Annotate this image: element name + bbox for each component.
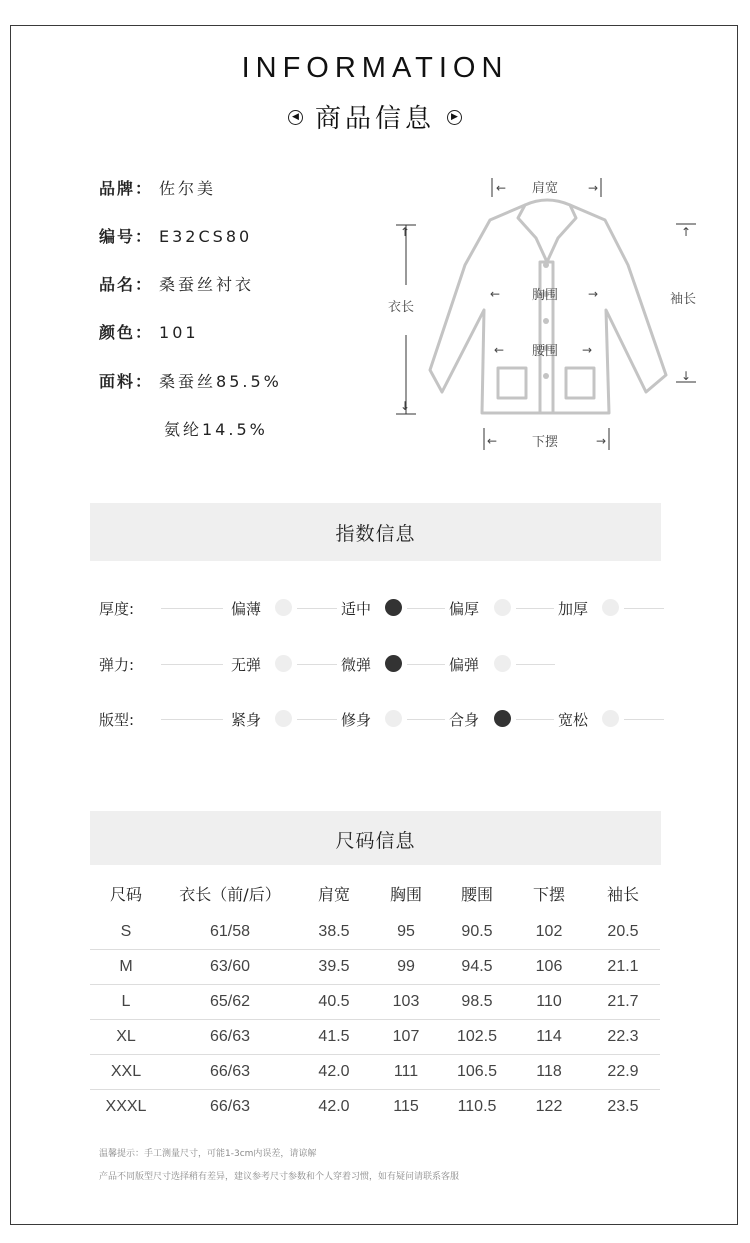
index-connector-line (297, 664, 337, 665)
index-connector-line (624, 608, 664, 609)
table-row (90, 1020, 660, 1055)
table-row (90, 950, 660, 985)
table-cell: 114 (512, 1020, 586, 1055)
info-value: E32CS80 (159, 227, 253, 246)
info-value: 氨纶14.5% (164, 420, 268, 439)
label-waist: 腰围 (532, 344, 559, 359)
table-cell: 103 (370, 985, 442, 1020)
index-row-label: 厚度: (99, 600, 135, 618)
table-cell: 20.5 (586, 915, 660, 950)
index-connector-line (624, 719, 664, 720)
measure-arrows (400, 181, 691, 448)
table-cell: 22.3 (586, 1020, 660, 1055)
info-name (99, 272, 254, 295)
table-cell: XXL (90, 1055, 162, 1090)
table-cell: M (90, 950, 162, 985)
table-cell: 38.5 (298, 915, 370, 950)
table-cell: 23.5 (607, 1098, 639, 1115)
table-cell: 122 (535, 1098, 563, 1115)
col-sleeve: 袖长 (606, 885, 639, 904)
label-length: 衣长 (388, 300, 415, 315)
size-section-title: 尺码信息 (90, 811, 661, 865)
svg-text:←: ← (487, 434, 498, 448)
table-cell: 99 (370, 950, 442, 985)
index-connector-line (407, 664, 445, 665)
col-waist: 腰围 (460, 885, 493, 904)
index-dot (275, 599, 292, 616)
table-cell: L (90, 985, 162, 1020)
shirt-measure-diagram (380, 170, 710, 460)
index-option-label: 无弹 (231, 656, 262, 674)
index-dot (602, 599, 619, 616)
note-measure: 温馨提示：手工测量尺寸，可能1-3cm内误差，请谅解 (99, 1149, 317, 1159)
index-dot (385, 710, 402, 727)
info-fabric (99, 369, 282, 392)
english-title: INFORMATION (241, 52, 509, 84)
table-cell: 21.1 (586, 950, 660, 985)
label-sleeve: 袖长 (670, 292, 697, 307)
svg-text:↓: ↓ (400, 399, 411, 413)
button-dots (543, 262, 549, 379)
col-hem: 下摆 (532, 885, 565, 904)
table-cell: 111 (370, 1055, 442, 1090)
index-connector-line (516, 608, 554, 609)
table-cell: 63/60 (162, 950, 298, 985)
chinese-title (0, 98, 750, 135)
info-key: 颜色： (99, 323, 154, 342)
table-cell: 66/63 (162, 1020, 298, 1055)
col-shoulder: 肩宽 (317, 885, 350, 904)
table-cell: S (90, 915, 162, 950)
index-option-label: 偏薄 (231, 600, 262, 618)
index-dot (602, 710, 619, 727)
measure-lines (396, 178, 696, 450)
table-cell: 102.5 (442, 1020, 512, 1055)
index-dot (494, 655, 511, 672)
table-cell: 102 (512, 915, 586, 950)
index-option-label: 微弹 (341, 656, 372, 674)
table-cell: 110.5 (457, 1098, 497, 1115)
info-brand (99, 176, 216, 199)
shirt-icon (430, 200, 666, 413)
index-connector-line (297, 608, 337, 609)
chinese-title-text: 商品信息 (314, 104, 435, 134)
index-dot-selected (494, 710, 511, 727)
label-hem: 下摆 (532, 435, 559, 450)
svg-text:→: → (582, 343, 593, 357)
index-option-label: 合身 (449, 711, 480, 729)
table-cell: XL (90, 1020, 162, 1055)
index-option-label: 加厚 (558, 600, 589, 618)
table-cell: 39.5 (298, 950, 370, 985)
table-cell: 95 (370, 915, 442, 950)
table-cell: 115 (393, 1098, 419, 1115)
table-cell: 66/63 (162, 1055, 298, 1090)
index-row-label: 弹力: (99, 656, 135, 674)
index-option-label: 紧身 (231, 711, 262, 729)
info-value: 101 (159, 323, 199, 342)
table-cell: XXXL (105, 1098, 147, 1115)
table-row (90, 915, 660, 950)
svg-text:←: ← (496, 181, 507, 195)
table-cell: 98.5 (442, 985, 512, 1020)
svg-text:→: → (588, 287, 599, 301)
index-row-label: 版型: (99, 711, 135, 729)
table-cell: 41.5 (298, 1020, 370, 1055)
index-connector-line (516, 664, 555, 665)
table-row (90, 985, 660, 1020)
svg-text:↑: ↑ (681, 225, 692, 239)
index-dot (494, 599, 511, 616)
svg-text:→: → (588, 181, 599, 195)
table-cell: 42.0 (318, 1098, 350, 1115)
index-option-label: 修身 (341, 711, 372, 729)
info-fabric-2 (164, 417, 268, 440)
index-connector-line (161, 719, 223, 720)
table-row (90, 1090, 660, 1125)
table-cell: 40.5 (298, 985, 370, 1020)
index-connector-line (407, 608, 445, 609)
size-table (90, 872, 660, 1124)
index-dot (275, 710, 292, 727)
col-size: 尺码 (109, 885, 142, 904)
info-key: 面料： (99, 372, 154, 391)
size-table-header (90, 872, 660, 915)
col-chest: 胸围 (389, 885, 422, 904)
note-fit: 产品不同版型尺寸选择稍有差异，建议参考尺寸参数和个人穿着习惯，如有疑问请联系客服 (99, 1172, 460, 1182)
index-section-title: 指数信息 (90, 503, 661, 561)
table-cell: 118 (512, 1055, 586, 1090)
table-row (90, 1055, 660, 1090)
info-code (99, 224, 252, 247)
table-cell: 22.9 (586, 1055, 660, 1090)
table-cell: 107 (370, 1020, 442, 1055)
info-value: 桑蚕丝衬衣 (159, 275, 255, 294)
svg-text:→: → (596, 434, 607, 448)
size-table-body (90, 915, 660, 1124)
index-option-label: 宽松 (558, 711, 589, 729)
label-chest: 胸围 (532, 288, 559, 303)
index-connector-line (161, 664, 223, 665)
table-cell: 21.7 (586, 985, 660, 1020)
svg-text:←: ← (490, 287, 501, 301)
table-cell: 66/63 (209, 1098, 251, 1115)
index-option-label: 偏厚 (449, 600, 480, 618)
left-arrow-icon: ◀ (288, 110, 303, 125)
table-cell: 106.5 (442, 1055, 512, 1090)
index-dot-selected (385, 655, 402, 672)
index-option-label: 偏弹 (449, 656, 480, 674)
info-key: 编号： (99, 227, 154, 246)
right-arrow-icon: ▶ (447, 110, 462, 125)
table-cell: 65/62 (162, 985, 298, 1020)
index-dot-selected (385, 599, 402, 616)
label-shoulder: 肩宽 (532, 181, 559, 196)
info-value: 佐尔美 (159, 179, 217, 198)
index-connector-line (516, 719, 554, 720)
table-cell: 106 (512, 950, 586, 985)
table-cell: 110 (512, 985, 586, 1020)
info-value: 桑蚕丝85.5% (159, 372, 282, 391)
svg-text:↓: ↓ (681, 369, 692, 383)
svg-text:←: ← (494, 343, 505, 357)
table-cell: 42.0 (298, 1055, 370, 1090)
table-cell: 61/58 (162, 915, 298, 950)
col-length: 衣长（前/后） (179, 885, 281, 904)
index-option-label: 适中 (341, 600, 372, 618)
index-connector-line (407, 719, 445, 720)
table-cell: 90.5 (442, 915, 512, 950)
info-key: 品名： (99, 275, 154, 294)
index-dot (275, 655, 292, 672)
info-color (99, 320, 199, 343)
table-cell: 94.5 (442, 950, 512, 985)
info-key: 品牌： (99, 179, 154, 198)
index-connector-line (161, 608, 223, 609)
index-connector-line (297, 719, 337, 720)
svg-text:↑: ↑ (400, 225, 411, 239)
